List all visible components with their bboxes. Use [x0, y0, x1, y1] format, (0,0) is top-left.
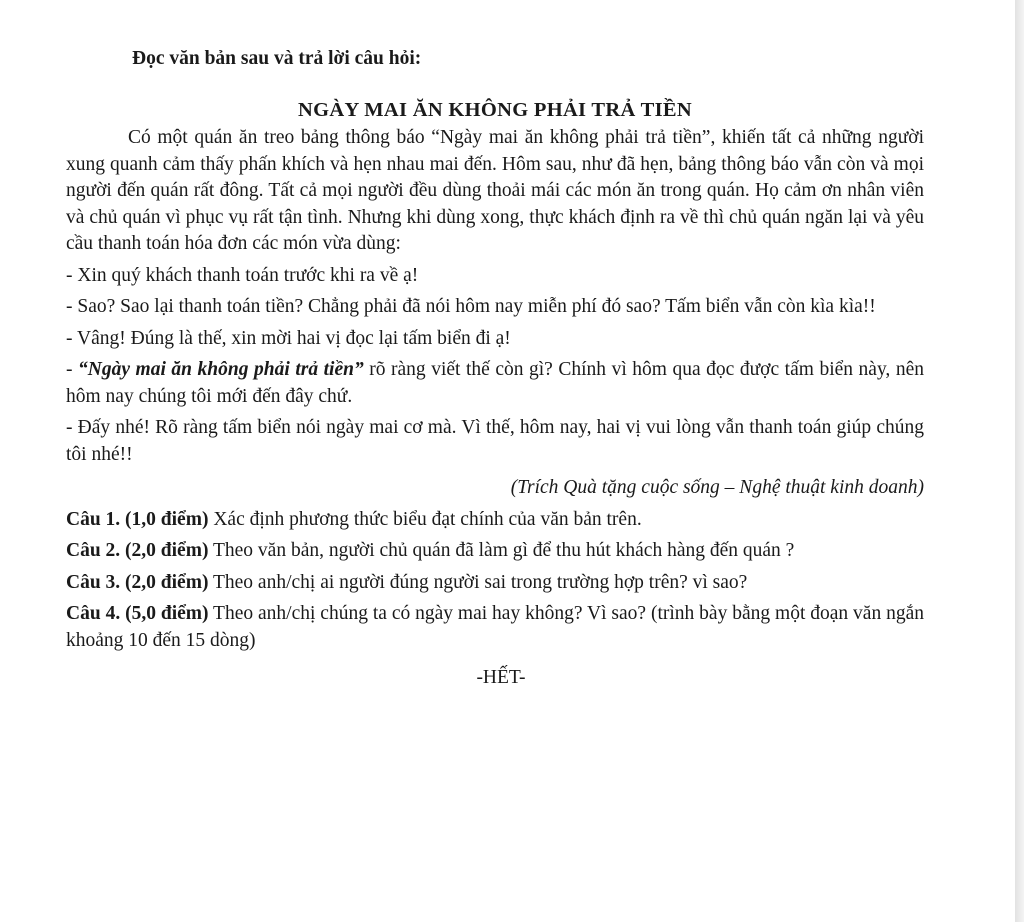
end-marker: -HẾT- — [476, 667, 526, 688]
question-3-text: Theo anh/chị ai người đúng người sai trong trường hợp trên? vì sao? — [208, 571, 748, 593]
question-4-text: Theo anh/chị chúng ta có ngày mai hay không? Vì sao? (trình bày bằng một đoạn văn ngắn khoảng 10 đến 15 dòng) — [66, 603, 925, 651]
dialogue-line-4-rest: rõ ràng viết thế còn gì? Chính vì hôm qua đọc được tấm biển này, nên hôm nay chúng tôi mới đến đây chứ. — [66, 359, 924, 407]
dialogue-line-4-prefix: - — [66, 359, 79, 380]
question-1 — [66, 507, 924, 534]
dialogue-line-3: - Vâng! Đúng là thế, xin mời hai vị đọc lại tấm biển đi ạ! — [66, 327, 511, 349]
story-paragraph: Có một quán ăn treo bảng thông báo “Ngày mai ăn không phải trả tiền”, khiến tất cả những người xung quanh cảm thấy phấn khích và hẹn nhau mai đến. Hôm sau, như đã hẹn, bảng thông báo vẫn còn và mọi người đến quán rất đông. Tất cả mọi người đều dùng thoải mái các món ăn trong quán. Họ cảm ơn nhân viên và chủ quán vì phục vụ rất tận tình. Nhưng khi dùng xong, thực khách định ra về thì chủ quán ngăn lại và yêu cầu thanh toán hóa đơn các món vừa dùng: — [66, 127, 924, 254]
question-2 — [66, 538, 924, 565]
instruction-heading: Đọc văn bản sau và trả lời câu hỏi: — [132, 48, 422, 69]
story-title: NGÀY MAI ĂN KHÔNG PHẢI TRẢ TIỀN — [298, 98, 692, 121]
dialogue-line-1: - Xin quý khách thanh toán trước khi ra về ạ! — [66, 264, 419, 286]
question-4 — [66, 601, 924, 654]
question-4-label: Câu 4. (5,0 điểm) — [66, 603, 209, 624]
question-2-label: Câu 2. (2,0 điểm) — [66, 540, 209, 561]
dialogue-line-5: - Đấy nhé! Rõ ràng tấm biển nói ngày mai cơ mà. Vì thế, hôm nay, hai vị vui lòng vẫn thanh toán giúp chúng tôi nhé!! — [66, 417, 924, 465]
dialogue-line-4 — [66, 357, 924, 410]
question-3 — [66, 570, 924, 597]
question-1-label: Câu 1. (1,0 điểm) — [66, 508, 209, 530]
question-1-text: Xác định phương thức biểu đạt chính của văn bản trên. — [208, 508, 642, 530]
dialogue-line-2: - Sao? Sao lại thanh toán tiền? Chẳng phải đã nói hôm nay miễn phí đó sao? Tấm biển vẫn còn kìa kìa!! — [66, 296, 876, 317]
source-citation: (Trích Quà tặng cuộc sống – Nghệ thuật kinh doanh) — [510, 477, 924, 498]
page-edge-shadow — [1015, 0, 1024, 922]
document-page — [66, 46, 924, 692]
dialogue-quoted-sign: “Ngày mai ăn không phải trả tiền” — [78, 359, 364, 380]
question-2-text: Theo văn bản, người chủ quán đã làm gì để thu hút khách hàng đến quán ? — [208, 540, 795, 561]
question-3-label: Câu 3. (2,0 điểm) — [66, 571, 209, 593]
